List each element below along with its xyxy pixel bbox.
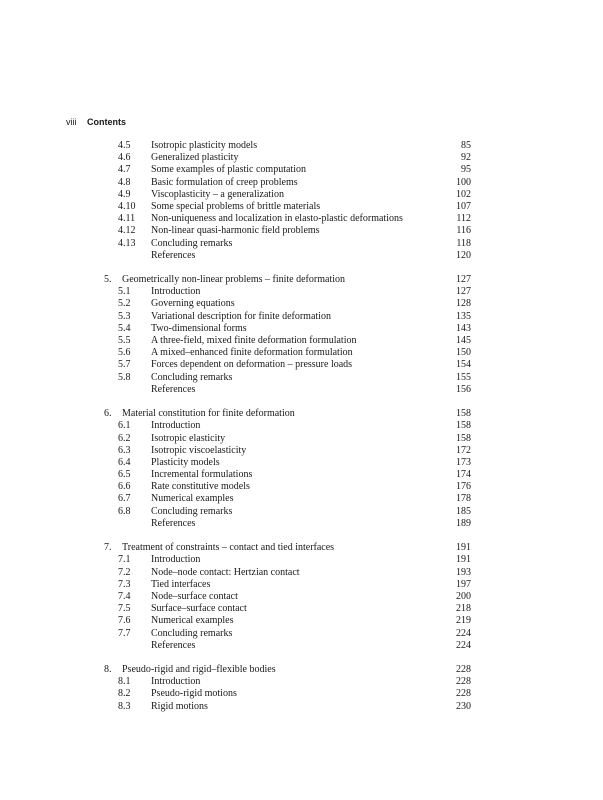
toc-entry-number: 7.1	[118, 554, 131, 566]
toc-section-entry[interactable]	[0, 152, 603, 164]
running-title: Contents	[87, 117, 127, 127]
toc-entry-page: 219	[456, 615, 471, 627]
toc-entry-page: 128	[456, 298, 471, 310]
toc-entry-page: 200	[456, 590, 471, 602]
block-spacer	[0, 530, 603, 542]
toc-section-entry[interactable]	[0, 579, 603, 591]
toc-section-entry[interactable]	[0, 676, 603, 688]
toc-entry-page: 173	[456, 456, 471, 468]
toc-entry-title: Surface–surface contact	[151, 603, 247, 615]
toc-entry-number: 6.	[104, 408, 112, 420]
toc-chapter-entry[interactable]	[0, 542, 603, 554]
toc-entry-page: 228	[456, 664, 471, 676]
toc-section-entry[interactable]	[0, 311, 603, 323]
toc-entry-title: Rate constitutive models	[151, 481, 250, 493]
toc-entry-page: 155	[456, 371, 471, 383]
toc-entry-title: Isotropic plasticity models	[151, 140, 258, 151]
toc-entry-title: Introduction	[151, 676, 201, 688]
toc-section-entry[interactable]	[0, 445, 603, 457]
toc-entry-number: 6.3	[118, 444, 131, 456]
toc-section-entry[interactable]	[0, 372, 603, 384]
toc-section-entry[interactable]	[0, 238, 603, 250]
toc-entry-page: 92	[461, 152, 471, 164]
toc-section-entry[interactable]	[0, 481, 603, 493]
toc-entry-page: 120	[456, 249, 471, 261]
toc-entry-page: 145	[456, 335, 471, 346]
toc-section-entry[interactable]	[0, 189, 603, 201]
toc-entry-page: 95	[461, 164, 471, 176]
toc-section-entry[interactable]	[0, 225, 603, 237]
toc-entry-number: 5.8	[118, 371, 131, 383]
toc-entry-title: Concluding remarks	[151, 371, 233, 383]
toc-entry-page: 174	[456, 469, 471, 481]
toc-entry-number: 5.4	[118, 322, 131, 334]
toc-entry-page: 191	[456, 554, 471, 566]
toc-entry-title: Treatment of constraints – contact and tied interfaces	[122, 542, 335, 554]
toc-entry-title: Some examples of plastic computation	[151, 164, 306, 176]
toc-entry-title: References	[151, 249, 196, 261]
toc-references-entry[interactable]	[0, 384, 603, 396]
toc-section-entry[interactable]	[0, 213, 603, 225]
toc-references-entry[interactable]	[0, 640, 603, 652]
toc-section-entry[interactable]	[0, 469, 603, 481]
toc-entry-number: 5.7	[118, 359, 131, 371]
toc-entry-number: 4.11	[118, 213, 136, 225]
toc-entry-number: 8.2	[118, 688, 131, 700]
toc-entry-page: 228	[456, 688, 471, 700]
toc-entry-number: 5.6	[118, 347, 131, 359]
toc-entry-title: Governing equations	[151, 298, 235, 310]
toc-entry-page: 230	[456, 700, 471, 712]
toc-section-entry[interactable]	[0, 140, 603, 152]
toc-section-entry[interactable]	[0, 359, 603, 371]
toc-entry-number: 4.5	[118, 140, 131, 151]
toc-entry-title: Numerical examples	[151, 615, 234, 627]
toc-entry-title: Forces dependent on deformation – pressure loads	[151, 359, 353, 371]
toc-section-entry[interactable]	[0, 615, 603, 627]
toc-entry-number: 8.1	[118, 676, 131, 688]
toc-entry-page: 224	[456, 627, 471, 639]
toc-entry-page: 178	[456, 493, 471, 505]
toc-entry-number: 6.5	[118, 469, 131, 481]
toc-entry-number: 8.3	[118, 700, 131, 712]
toc-entry-title: Plasticity models	[151, 456, 220, 468]
toc-entry-title: Isotropic viscoelasticity	[151, 444, 247, 456]
toc-entry-title: Two-dimensional forms	[151, 322, 247, 334]
toc-entry-number: 7.3	[118, 578, 131, 590]
toc-entry-title: Incremental formulations	[151, 469, 253, 481]
toc-entry-number: 5.5	[118, 335, 131, 346]
toc-entry-title: Pseudo-rigid motions	[151, 688, 237, 700]
toc-entry-page: 158	[456, 420, 471, 432]
toc-entry-page: 112	[456, 213, 471, 225]
toc-entry-number: 5.1	[118, 286, 131, 298]
toc-entry-title: Concluding remarks	[151, 627, 233, 639]
toc-entry-page: 107	[456, 200, 471, 212]
toc-entry-page: 193	[456, 566, 471, 578]
toc-section-entry[interactable]	[0, 335, 603, 347]
toc-chapter-entry[interactable]	[0, 408, 603, 420]
toc-entry-page: 228	[456, 676, 471, 688]
toc-entry-title: Concluding remarks	[151, 237, 233, 249]
toc-entry-page: 100	[456, 176, 471, 188]
toc-entry-page: 218	[456, 603, 471, 615]
toc-entry-title: Pseudo-rigid and rigid–flexible bodies	[122, 664, 276, 676]
toc-entry-number: 6.6	[118, 481, 131, 493]
toc-section-entry[interactable]	[0, 298, 603, 310]
toc-entry-page: 154	[456, 359, 471, 371]
toc-entry-title: Some special problems of brittle materials	[151, 200, 321, 212]
toc-entry-title: Tied interfaces	[151, 578, 211, 590]
toc-entry-page: 185	[456, 505, 471, 517]
toc-entry-title: Node–node contact: Hertzian contact	[151, 566, 300, 578]
toc-entry-title: Material constitution for finite deformation	[122, 408, 295, 420]
toc-section-entry[interactable]	[0, 420, 603, 432]
toc-entry-title: References	[151, 639, 196, 651]
toc-entry-title: Numerical examples	[151, 493, 234, 505]
toc-entry-title: Introduction	[151, 286, 201, 298]
toc-entry-page: 176	[456, 481, 471, 493]
toc-section-entry[interactable]	[0, 323, 603, 335]
toc-entry-page: 118	[456, 237, 471, 249]
toc-section-entry[interactable]	[0, 433, 603, 445]
toc-chapter-entry[interactable]	[0, 664, 603, 676]
toc-entry-number: 4.8	[118, 176, 131, 188]
toc-entry-number: 7.7	[118, 627, 131, 639]
toc-entry-number: 7.2	[118, 566, 131, 578]
toc-section-entry[interactable]	[0, 567, 603, 579]
toc-section-entry[interactable]	[0, 201, 603, 213]
toc-entry-title: Non-linear quasi-harmonic field problems	[151, 225, 320, 237]
block-spacer	[0, 396, 603, 408]
toc-entry-title: Basic formulation of creep problems	[151, 176, 298, 188]
toc-entry-page: 189	[456, 517, 471, 529]
toc-section-entry[interactable]	[0, 688, 603, 700]
toc-entry-number: 6.2	[118, 432, 131, 444]
toc-entry-number: 4.13	[118, 237, 136, 249]
toc-entry-number: 4.12	[118, 225, 136, 237]
toc-entry-page: 143	[456, 322, 471, 334]
toc-entry-page: 127	[456, 286, 471, 298]
toc-entry-number: 7.6	[118, 615, 131, 627]
toc-entry-number: 6.4	[118, 456, 131, 468]
toc-entry-title: A mixed–enhanced finite deformation formulation	[151, 347, 353, 359]
toc-entry-title: Isotropic elasticity	[151, 432, 226, 444]
toc-entry-page: 191	[456, 542, 471, 554]
toc-entry-page: 85	[461, 140, 471, 151]
toc-section-entry[interactable]	[0, 603, 603, 615]
toc-entry-title: Generalized plasticity	[151, 152, 239, 164]
toc-chapter-entry[interactable]	[0, 274, 603, 286]
toc-section-entry[interactable]	[0, 701, 603, 713]
toc-section-entry[interactable]	[0, 591, 603, 603]
toc-entry-number: 5.3	[118, 310, 131, 322]
toc-section-entry[interactable]	[0, 506, 603, 518]
toc-entry-number: 5.2	[118, 298, 131, 310]
toc-section-entry[interactable]	[0, 628, 603, 640]
toc-entry-number: 8.	[104, 664, 112, 676]
toc-entry-title: Viscoplasticity – a generalization	[151, 188, 284, 200]
toc-entry-page: 135	[456, 310, 471, 322]
toc-references-entry[interactable]	[0, 250, 603, 262]
toc-entry-title: Rigid motions	[151, 700, 208, 712]
toc-entry-number: 4.7	[118, 164, 131, 176]
toc-entry-title: Concluding remarks	[151, 505, 233, 517]
toc-section-entry[interactable]	[0, 457, 603, 469]
block-spacer	[0, 262, 603, 274]
toc-entry-number: 6.7	[118, 493, 131, 505]
toc-entry-title: Non-uniqueness and localization in elasto-plastic deformations	[151, 213, 403, 225]
toc-entry-number: 7.4	[118, 590, 131, 602]
toc-entry-page: 116	[456, 225, 471, 237]
toc-entry-page: 156	[456, 383, 471, 395]
toc-entry-number: 6.1	[118, 420, 131, 432]
toc-entry-title: Node–surface contact	[151, 590, 238, 602]
toc-section-entry[interactable]	[0, 493, 603, 505]
toc-references-entry[interactable]	[0, 518, 603, 530]
block-spacer	[0, 652, 603, 664]
toc-entry-title: Variational description for finite deformation	[151, 310, 331, 322]
toc-entry-title: References	[151, 383, 196, 395]
toc-entry-title: Introduction	[151, 554, 201, 566]
table-of-contents	[0, 140, 603, 713]
toc-entry-page: 224	[456, 639, 471, 651]
toc-entry-number: 6.8	[118, 505, 131, 517]
toc-section-entry[interactable]	[0, 177, 603, 189]
toc-section-entry[interactable]	[0, 554, 603, 566]
running-header	[66, 116, 126, 128]
toc-entry-title: References	[151, 517, 196, 529]
toc-entry-page: 102	[456, 188, 471, 200]
toc-entry-number: 7.5	[118, 603, 131, 615]
toc-section-entry[interactable]	[0, 164, 603, 176]
toc-entry-title: Introduction	[151, 420, 201, 432]
toc-entry-number: 7.	[104, 542, 112, 554]
toc-entry-number: 4.6	[118, 152, 131, 164]
toc-entry-page: 197	[456, 578, 471, 590]
toc-entry-page: 150	[456, 347, 471, 359]
page-number: viii	[66, 117, 77, 127]
toc-entry-page: 158	[456, 432, 471, 444]
toc-section-entry[interactable]	[0, 286, 603, 298]
toc-section-entry[interactable]	[0, 347, 603, 359]
toc-entry-title: A three-field, mixed finite deformation formulation	[151, 335, 357, 346]
toc-entry-page: 127	[456, 274, 471, 286]
toc-entry-page: 158	[456, 408, 471, 420]
toc-entry-number: 4.10	[118, 200, 136, 212]
toc-entry-number: 4.9	[118, 188, 131, 200]
toc-entry-number: 5.	[104, 274, 112, 286]
toc-entry-title: Geometrically non-linear problems – finite deformation	[122, 274, 345, 286]
toc-entry-page: 172	[456, 444, 471, 456]
